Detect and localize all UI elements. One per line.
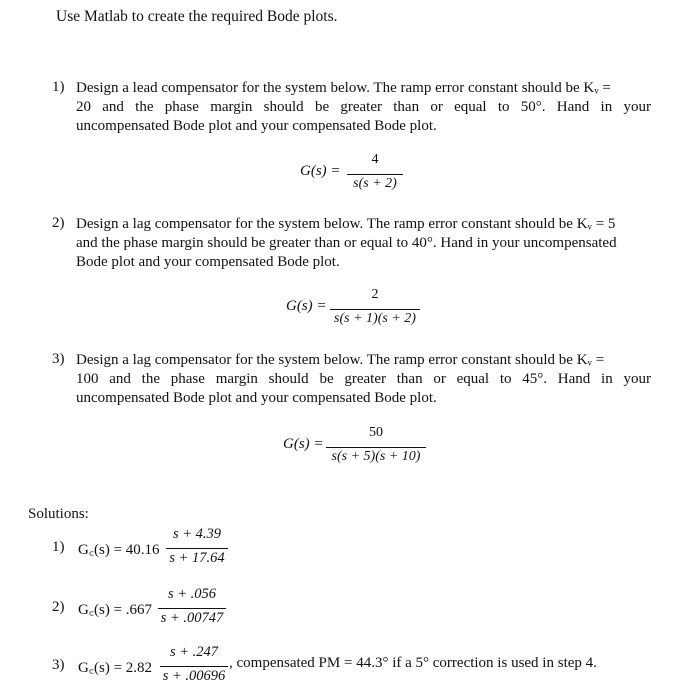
problem-line: Design a lead compensator for the system below. The ramp error constant should be Kᵥ = xyxy=(76,80,611,96)
solution-numerator: s + .056 xyxy=(167,586,217,602)
problem-line: Design a lag compensator for the system below. The ramp error constant should be Kᵥ = xyxy=(76,352,605,368)
problem-line: uncompensated Bode plot and your compensated Bode plot. xyxy=(76,390,437,406)
solution-lhs: G꜀(s) = 2.82 xyxy=(78,660,153,676)
fraction-bar xyxy=(330,309,420,310)
equation-numerator: 50 xyxy=(369,425,383,440)
problem-number: 2) xyxy=(52,215,65,231)
solution-note: , compensated PM = 44.3° if a 5° correction is used in step 4. xyxy=(229,655,597,671)
solution-lhs: G꜀(s) = 40.16 xyxy=(78,542,160,558)
solution-number: 3) xyxy=(52,657,65,673)
equation-denominator: s(s + 5)(s + 10) xyxy=(331,449,421,464)
equation-lhs: G(s) = xyxy=(300,163,341,179)
problem-line: uncompensated Bode plot and your compensated Bode plot. xyxy=(76,118,437,134)
problem-number: 3) xyxy=(52,351,65,367)
problem-line: Bode plot and your compensated Bode plot. xyxy=(76,254,340,270)
solution-numerator: s + 4.39 xyxy=(172,526,222,542)
fraction-bar xyxy=(166,548,228,549)
transfer-function xyxy=(283,425,428,471)
solution-denominator: s + .00747 xyxy=(160,610,224,626)
equation-numerator: 2 xyxy=(371,287,379,302)
solution-number: 1) xyxy=(52,539,65,555)
solution-denominator: s + 17.64 xyxy=(169,550,225,566)
solution-denominator: s + .00696 xyxy=(162,668,226,684)
solution-3 xyxy=(52,644,672,692)
fraction-bar xyxy=(347,174,403,175)
transfer-function xyxy=(286,287,426,333)
equation-numerator: 4 xyxy=(371,152,379,167)
problem-line: and the phase margin should be greater than or equal to 40°. Hand in your uncompensated xyxy=(76,235,617,251)
intro-text: Use Matlab to create the required Bode plots. xyxy=(56,8,338,25)
equation-lhs: G(s) = xyxy=(283,436,324,452)
solutions-heading: Solutions: xyxy=(28,506,89,522)
solution-number: 2) xyxy=(52,599,65,615)
solution-numerator: s + .247 xyxy=(169,644,219,660)
fraction-bar xyxy=(160,666,228,667)
solution-lhs: G꜀(s) = .667 xyxy=(78,602,153,618)
problem-line: 20 and the phase margin should be greater than or equal to 50°. Hand in your xyxy=(76,99,651,115)
solution-1 xyxy=(52,526,292,574)
equation-lhs: G(s) = xyxy=(286,298,327,314)
problem-line: 100 and the phase margin should be greater than or equal to 45°. Hand in your xyxy=(76,371,651,387)
fraction-bar xyxy=(158,608,226,609)
fraction-bar xyxy=(326,447,426,448)
equation-denominator: s(s + 1)(s + 2) xyxy=(334,311,416,326)
problem-line: Design a lag compensator for the system below. The ramp error constant should be Kᵥ = 5 xyxy=(76,216,616,232)
problem-number: 1) xyxy=(52,79,65,95)
equation-denominator: s(s + 2) xyxy=(353,176,397,191)
transfer-function xyxy=(300,152,420,198)
solution-2 xyxy=(52,586,292,634)
